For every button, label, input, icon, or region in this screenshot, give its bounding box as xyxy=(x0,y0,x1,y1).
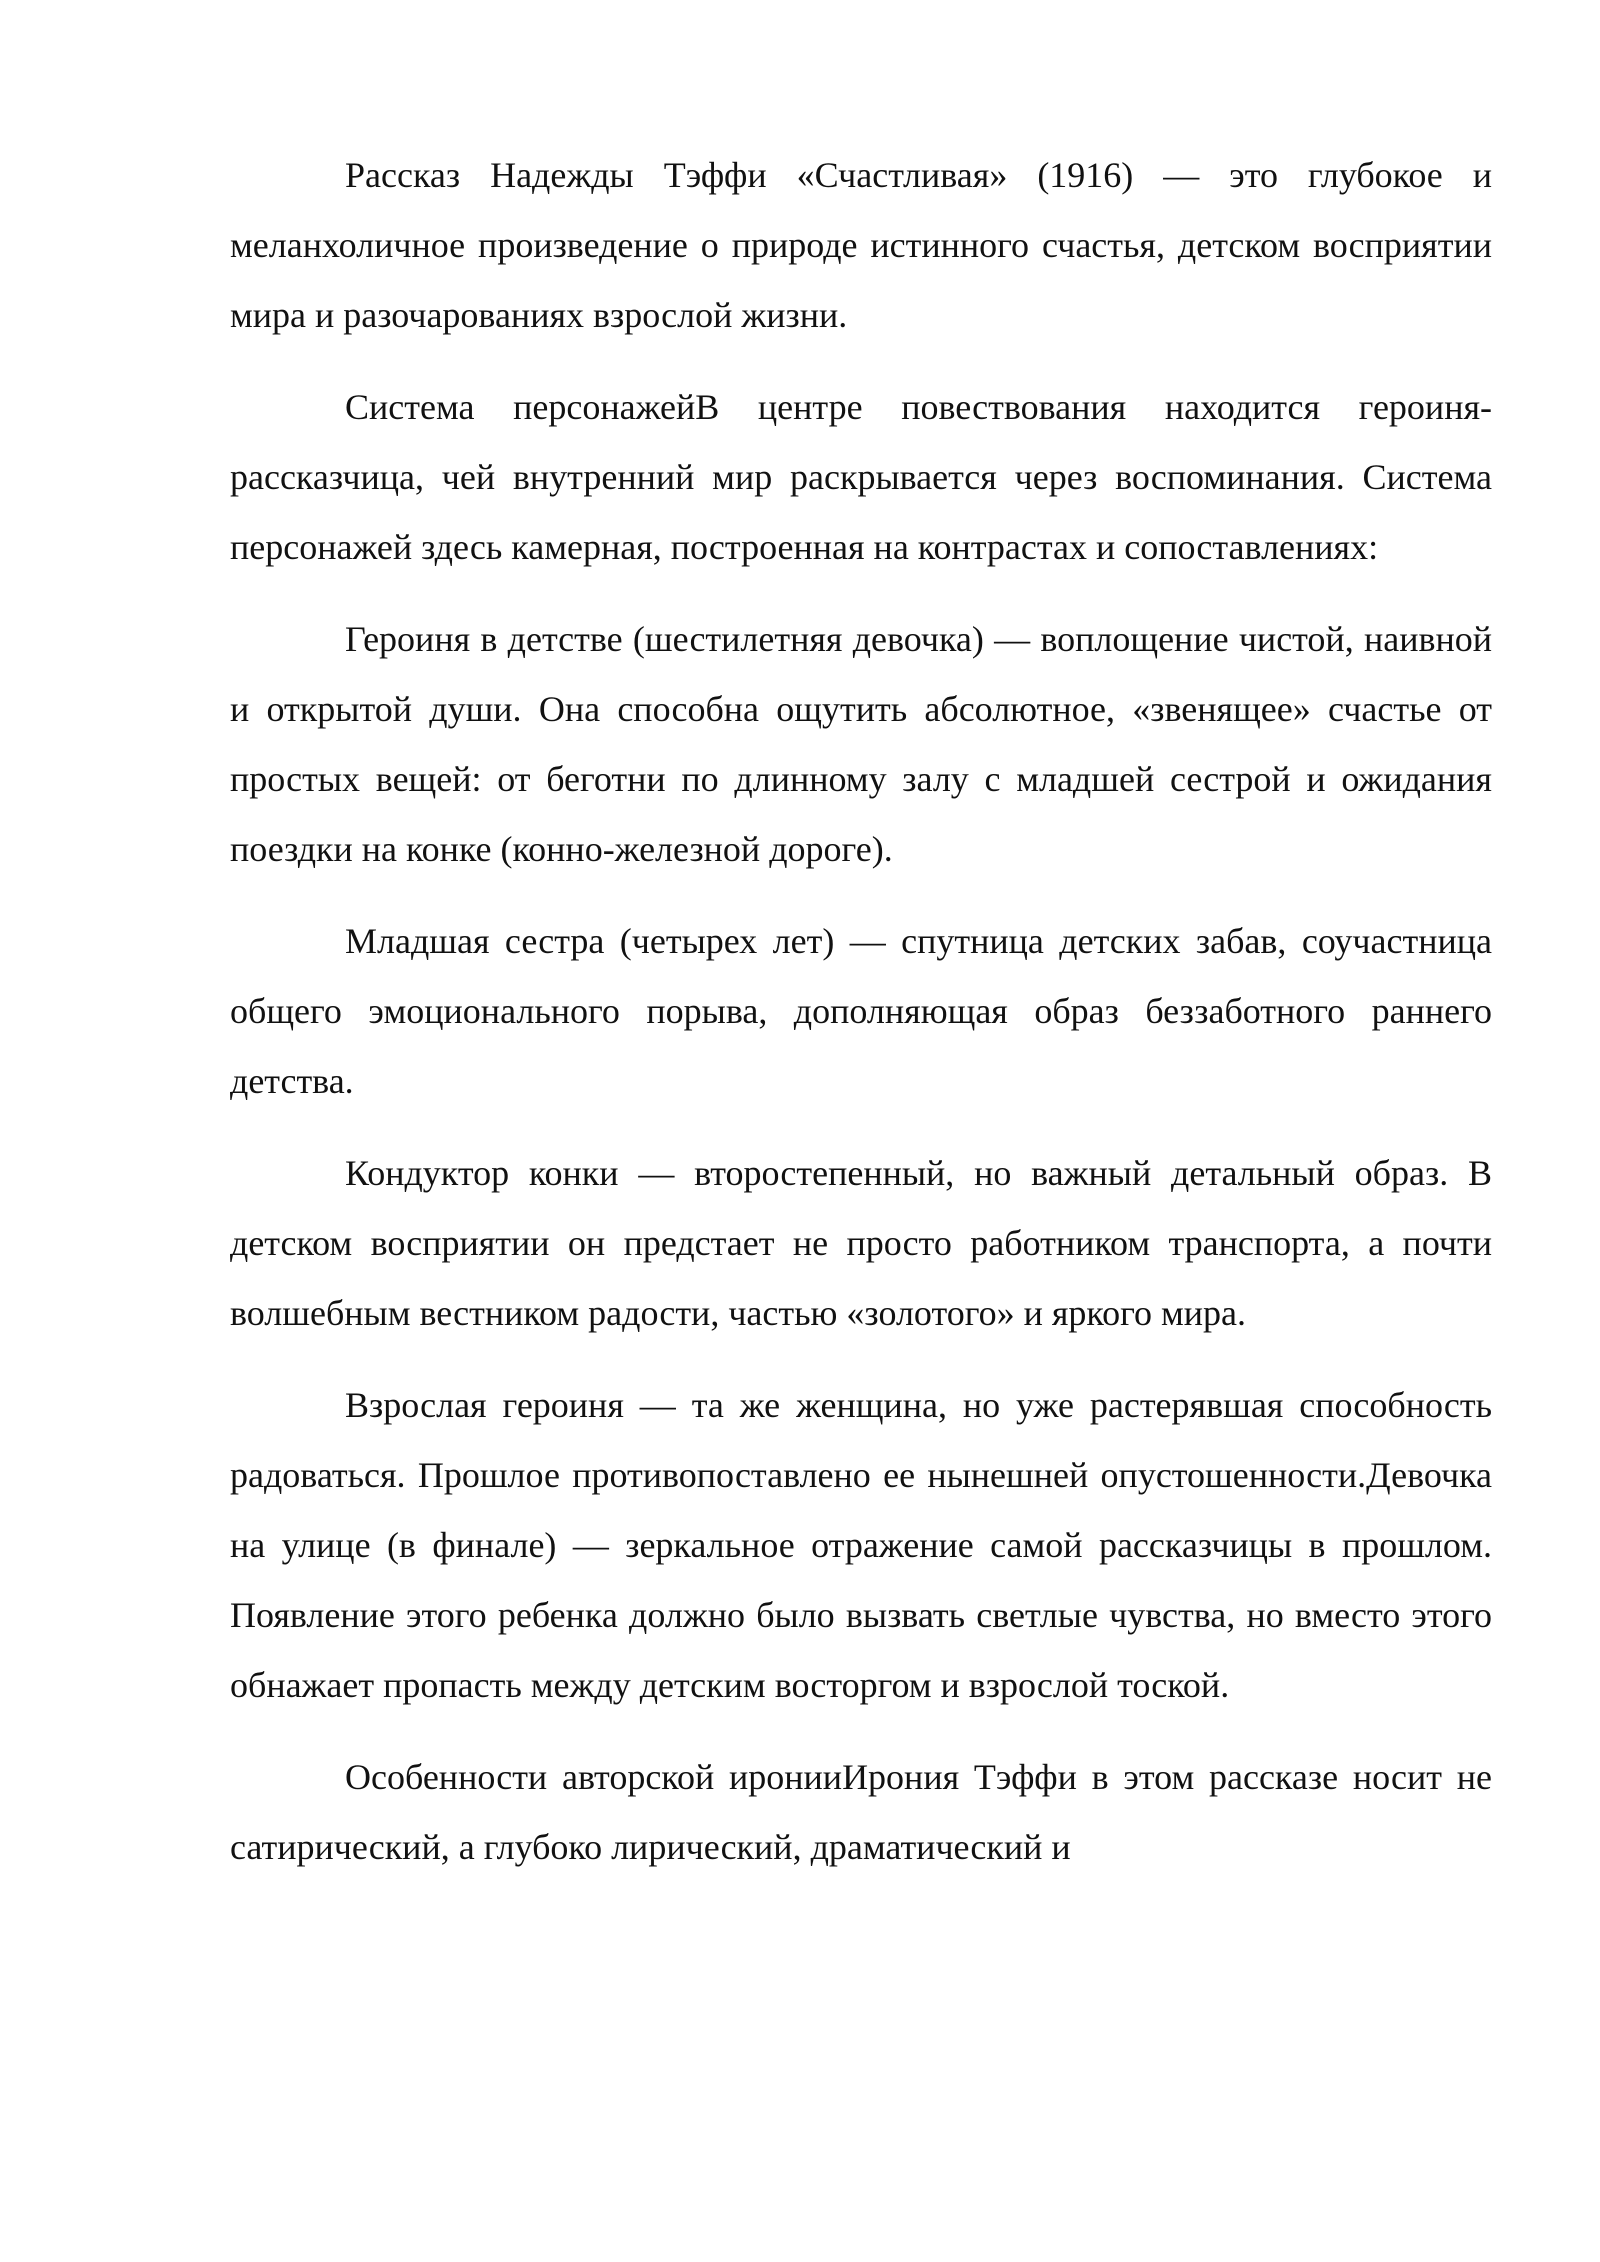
paragraph-conductor: Кондуктор конки — второстепенный, но важный детальный образ. В детском восприятии он предстает не просто работником транспорта, а почти волшебным вестником радости, частью «золотого» и яркого мира. xyxy=(230,1153,1492,1333)
document-body xyxy=(230,140,1492,1904)
paragraph-adult-heroine: Взрослая героиня — та же женщина, но уже растерявшая способность радоваться. Прошлое противопоставлено ее нынешней опустошенности.Девочка на улице (в финале) — зеркальное отражение самой рассказчицы в прошлом. Появление этого ребенка должно было вызвать светлые чувства, но вместо этого обнажает пропасть между детским восторгом и взрослой тоской. xyxy=(230,1385,1492,1705)
paragraph-irony: Особенности авторской иронииИрония Тэффи в этом рассказе носит не сатирический, а глубоко лирический, драматический и xyxy=(230,1757,1492,1867)
paragraph-younger-sister: Младшая сестра (четырех лет) — спутница детских забав, соучастница общего эмоционального порыва, дополняющая образ беззаботного раннего детства. xyxy=(230,921,1492,1101)
paragraph-heroine-childhood: Героиня в детстве (шестилетняя девочка) — воплощение чистой, наивной и открытой души. Она способна ощутить абсолютное, «звенящее» счастье от простых вещей: от беготни по длинному залу с младшей сестрой и ожидания поездки на конке (конно-железной дороге). xyxy=(230,619,1492,869)
paragraph-character-system: Система персонажейВ центре повествования находится героиня-рассказчица, чей внутренний мир раскрывается через воспоминания. Система персонажей здесь камерная, построенная на контрастах и сопоставлениях: xyxy=(230,387,1492,567)
paragraph-intro: Рассказ Надежды Тэффи «Счастливая» (1916) — это глубокое и меланхоличное произведение о природе истинного счастья, детском восприятии мира и разочарованиях взрослой жизни. xyxy=(230,155,1492,335)
